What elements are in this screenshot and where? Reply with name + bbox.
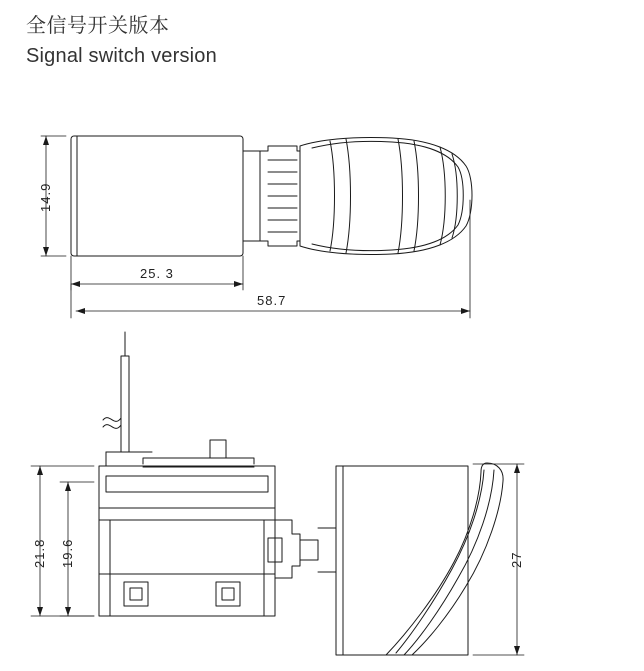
side-view-geometry <box>99 332 503 655</box>
title-chinese: 全信号开关版本 <box>26 15 170 37</box>
dimension-label-14-9: 14.9 <box>38 182 53 212</box>
dimension-label-25-3: 25. 3 <box>140 266 174 281</box>
dimension-label-58-7: 58.7 <box>257 293 287 308</box>
dimension-label-21-8: 21.8 <box>32 538 47 568</box>
title-english: Signal switch version <box>26 44 217 67</box>
dimension-label-27: 27 <box>509 551 524 568</box>
dimension-label-19-6: 19.6 <box>60 538 75 568</box>
top-view-geometry <box>71 136 472 256</box>
